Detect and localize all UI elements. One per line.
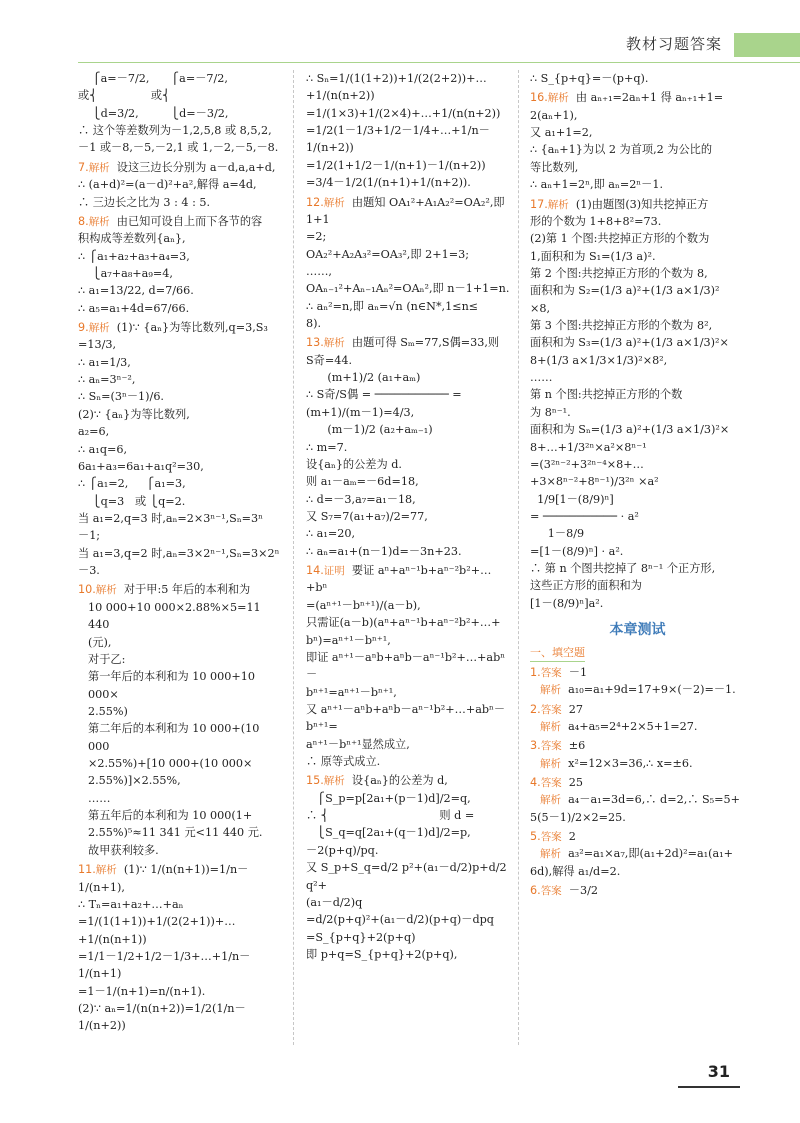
item-number: 15. xyxy=(306,774,324,788)
text-line: 10 000+10 000×2.88%×5=11 440 xyxy=(88,600,265,632)
answer-column-left xyxy=(78,70,283,1043)
text-line: …… xyxy=(88,791,111,805)
text-line: ∴ 这个等差数列为－1,2,5,8 或 8,5,2, xyxy=(78,124,272,138)
analysis-text: a₃²=a₁×a₇,即(a₁+2d)²=a₁(a₁+ xyxy=(561,847,733,861)
page-number: 31 xyxy=(707,1062,730,1082)
item-tag: 答案 xyxy=(540,777,562,790)
item-text: 25 xyxy=(561,776,584,790)
item-number: 12. xyxy=(306,195,324,209)
text-line: 形的个数为 1+8+8²=73. xyxy=(530,214,662,228)
text-line: 8). xyxy=(306,317,322,331)
item-text: 由 aₙ₊₁=2aₙ+1 得 aₙ₊₁+1= xyxy=(568,91,724,105)
text-line: aⁿ⁺¹－bⁿ⁺¹显然成立, xyxy=(306,737,410,751)
item-number: 4. xyxy=(530,776,541,790)
analysis-line xyxy=(530,845,745,862)
item-number: 8. xyxy=(78,214,89,228)
item-text: 设{aₙ}的公差为 d, xyxy=(344,774,448,788)
text-line: 面积和为 S₂=(1/3 a)²+(1/3 a×1/3)² xyxy=(530,284,720,298)
text-line: =(aⁿ⁺¹－bⁿ⁺¹)/(a－b), xyxy=(306,598,421,612)
item-text: －3/2 xyxy=(561,884,598,898)
analysis-text: a₄－a₁=3d=6,∴ d=2,∴ S₅=5+ xyxy=(561,793,741,807)
item-tag: 答案 xyxy=(540,703,562,716)
item-number: 1. xyxy=(530,665,541,679)
text-line: ……, xyxy=(306,264,332,278)
text-line: ∴ Tₙ=a₁+a₂+…+aₙ xyxy=(78,897,184,911)
item-tag: 答案 xyxy=(540,885,562,898)
text-line: 又 S₇=7(a₁+a₇)/2=77, xyxy=(306,509,428,523)
analysis-line xyxy=(530,718,745,735)
text-line: ⎩q=3 或 ⎩q=2. xyxy=(78,494,186,508)
text-line: ∴ a₁=13/22, d=7/66. xyxy=(78,284,194,298)
text-line: 8+(1/3 a×1/3×1/3)²×8², xyxy=(530,353,668,367)
text-line: 即 p+q=S_{p+q}+2(p+q), xyxy=(306,947,458,961)
text-line: 8+…+1/3²ⁿ×a²×8ⁿ⁻¹ xyxy=(530,440,647,454)
answer-item xyxy=(306,772,510,789)
analysis-tag: 解析 xyxy=(540,720,561,733)
column-divider xyxy=(293,70,294,1045)
header-accent-bar xyxy=(734,33,800,57)
text-line: 又 aⁿ⁺¹－aⁿb+aⁿb－aⁿ⁻¹b²+…+abⁿ－bⁿ⁺¹= xyxy=(306,702,506,734)
column-divider xyxy=(518,70,519,1045)
text-line: OA₂²+A₂A₃²=OA₃²,即 2+1=3; xyxy=(306,247,469,261)
item-text: 由题可得 Sₘ=77,S偶=33,则 xyxy=(344,336,500,350)
item-text: －1 xyxy=(561,665,588,679)
text-line: 第 3 个图:共挖掉正方形的个数为 8², xyxy=(530,319,713,333)
text-line: ∴ m=7. xyxy=(306,440,348,454)
text-line: 2.55%)]×2.55%, xyxy=(88,774,181,788)
text-line: =1/2(1－1/3+1/2－1/4+…+1/n－1/(n+2)) xyxy=(306,124,490,155)
text-line: bⁿ⁺¹=aⁿ⁺¹－bⁿ⁺¹, xyxy=(306,685,397,699)
analysis-line xyxy=(530,791,745,808)
answer-item xyxy=(530,701,745,718)
answer-item xyxy=(530,737,745,754)
text-line: (m－1)/2 (a₂+aₘ₋₁) xyxy=(306,423,433,437)
item-tag: 解析 xyxy=(323,196,345,209)
text-line: 又 a₁+1=2, xyxy=(530,126,593,140)
text-line: －3. xyxy=(78,564,100,578)
text-line: =13/3, xyxy=(78,338,117,352)
item-number: 5. xyxy=(530,830,541,844)
text-line: 这些正方形的面积和为 xyxy=(530,579,642,593)
item-tag: 解析 xyxy=(88,161,110,174)
text-line: 当 a₁=2,q=3 时,aₙ=2×3ⁿ⁻¹,Sₙ=3ⁿ xyxy=(78,511,264,525)
answer-item xyxy=(530,664,745,681)
text-line: (a₁－d/2)q xyxy=(306,895,363,909)
text-line: =3/4－1/2(1/(n+1)+1/(n+2)). xyxy=(306,176,471,190)
text-line: ⎩d=3/2, ⎩d=－3/2, xyxy=(78,106,229,120)
text-line: ∴ d=－3,a₇=a₁－18, xyxy=(306,492,416,506)
text-line: 1,面积和为 S₁=(1/3 a)². xyxy=(530,249,656,263)
text-line: 6d),解得 a₁/d=2. xyxy=(530,864,621,878)
section-subtitle-wrap xyxy=(530,644,745,662)
item-text: (1)∵ {aₙ}为等比数列,q=3,S₃ xyxy=(109,321,268,335)
item-tag: 解析 xyxy=(323,775,345,788)
item-tag: 解析 xyxy=(547,198,569,211)
item-number: 6. xyxy=(530,884,541,898)
item-text: 由已知可设自上而下各节的容 xyxy=(109,214,263,228)
item-text: (1)∵ 1/(n(n+1))=1/n－1/(n+1), xyxy=(78,863,249,894)
text-line: 等比数列, xyxy=(530,160,579,174)
item-number: 14. xyxy=(306,564,324,578)
text-line: =d/2(p+q)²+(a₁－d/2)(p+q)－dpq xyxy=(306,913,494,927)
text-line: =S_{p+q}+2(p+q) xyxy=(306,930,416,944)
text-line: (2)第 1 个图:共挖掉正方形的个数为 xyxy=(530,232,710,246)
text-line: 面积和为 S₃=(1/3 a)²+(1/3 a×1/3)²× xyxy=(530,336,729,350)
text-line: 面积和为 Sₙ=(1/3 a)²+(1/3 a×1/3)²× xyxy=(530,423,730,437)
item-tag: 解析 xyxy=(547,92,569,105)
item-tag: 答案 xyxy=(540,740,562,753)
item-text: 要证 aⁿ+aⁿ⁻¹b+aⁿ⁻²b²+…+bⁿ xyxy=(306,564,492,595)
text-line: ∴ aₙ=a₁+(n－1)d=－3n+23. xyxy=(306,544,462,558)
text-line: ∴ ⎧a₁+a₂+a₃+a₄=3, xyxy=(78,249,190,263)
text-line: ⎩a₇+a₈+a₉=4, xyxy=(78,266,173,280)
item-text: 2 xyxy=(561,830,576,844)
text-line: ∴ Sₙ=1/(1(1+2))+1/(2(2+2))+…+1/(n(n+2)) xyxy=(306,72,487,103)
text-line: ∴ a₁q=6, xyxy=(78,442,128,456)
analysis-tag: 解析 xyxy=(540,848,561,861)
text-line: ×8, xyxy=(530,301,551,315)
item-tag: 证明 xyxy=(323,565,345,578)
text-line: (元), xyxy=(88,635,112,649)
text-line: －2(p+q)/pq. xyxy=(306,843,379,857)
page-header-title: 教材习题答案 xyxy=(625,35,722,53)
text-line: 即证 aⁿ⁺¹－aⁿb+aⁿb－aⁿ⁻¹b²+…+abⁿ－ xyxy=(306,650,506,682)
text-line: 6a₁+a₃=6a₁+a₁q²=30, xyxy=(78,459,204,473)
item-number: 9. xyxy=(78,321,89,335)
item-tag: 答案 xyxy=(540,831,562,844)
analysis-line xyxy=(530,755,745,772)
text-line: 2(aₙ+1), xyxy=(530,108,578,122)
analysis-text: a₁₀=a₁+9d=17+9×(－2)=－1. xyxy=(561,683,736,697)
text-line: =2; xyxy=(306,230,327,244)
text-line: 故甲获利较多. xyxy=(88,843,159,857)
text-line: ⎧S_p=p[2a₁+(p－1)d]/2=q, xyxy=(306,791,471,805)
text-line: ∴ (a+d)²=(a－d)²+a²,解得 a=4d, xyxy=(78,178,257,192)
answer-item xyxy=(306,194,510,229)
answer-column-middle xyxy=(306,70,510,1043)
item-tag: 解析 xyxy=(323,337,345,350)
text-line: 第五年后的本利和为 10 000(1+ xyxy=(88,809,253,823)
text-line: 1－8/9 xyxy=(530,527,585,541)
text-line: =1/(1×3)+1/(2×4)+…+1/(n(n+2)) xyxy=(306,106,501,120)
text-line: =1/(1(1+1))+1/(2(2+1))+…+1/(n(n+1)) xyxy=(78,915,236,946)
text-line: 1/9[1－(8/9)ⁿ] xyxy=(530,492,614,506)
item-tag: 答案 xyxy=(540,666,562,679)
text-line: OAₙ₋₁²+Aₙ₋₁Aₙ²=OAₙ²,即 n－1+1=n. xyxy=(306,282,510,296)
text-line: =1/1－1/2+1/2－1/3+…+1/n－1/(n+1) xyxy=(78,949,251,981)
text-line: 第 n 个图:共挖掉正方形的个数 xyxy=(530,388,683,402)
text-line: 第二年后的本利和为 10 000+(10 000 xyxy=(88,722,263,753)
text-line: bⁿ)=aⁿ⁺¹－bⁿ⁺¹, xyxy=(306,633,391,647)
header-rule xyxy=(78,62,800,63)
text-line: (m+1)/2 (a₁+aₘ) xyxy=(306,371,421,385)
text-line: 2.55%) xyxy=(88,704,128,718)
analysis-text: x²=12×3=36,∴ x=±6. xyxy=(561,756,693,770)
text-line: (2)∵ aₙ=1/(n(n+2))=1/2(1/n－1/(n+2)) xyxy=(78,1002,246,1033)
text-line: 又 S_p+S_q=d/2 p²+(a₁－d/2)p+d/2 q²+ xyxy=(306,861,510,892)
item-tag: 解析 xyxy=(88,322,110,335)
text-line: 为 8ⁿ⁻¹. xyxy=(530,405,571,419)
text-line: ∴ 第 n 个图共挖掉了 8ⁿ⁻¹ 个正方形, xyxy=(530,562,716,576)
text-line: ∴ Sₙ=(3ⁿ－1)/6. xyxy=(78,390,164,404)
text-line: S奇=44. xyxy=(306,353,353,367)
text-line: 积构成等差数列{aₙ}, xyxy=(78,232,186,246)
item-number: 2. xyxy=(530,702,541,716)
page-number-rule xyxy=(678,1086,740,1088)
text-line: 设{aₙ}的公差为 d. xyxy=(306,457,402,471)
text-line: ∴ {aₙ+1}为以 2 为首项,2 为公比的 xyxy=(530,143,713,157)
text-line: －1; xyxy=(78,529,101,543)
section-subtitle: 一、填空题 xyxy=(530,644,585,662)
item-number: 13. xyxy=(306,336,324,350)
answer-item xyxy=(78,319,283,336)
text-line: 5(5－1)/2×2=25. xyxy=(530,810,626,824)
text-line: 第一年后的本利和为 10 000+10 000× xyxy=(88,670,259,701)
text-line: ⎩S_q=q[2a₁+(q－1)d]/2=p, xyxy=(306,826,471,840)
text-line: 只需证(a－b)(aⁿ+aⁿ⁻¹b+aⁿ⁻²b²+…+ xyxy=(306,616,501,630)
text-line: ∴ 三边长之比为 3 : 4 : 5. xyxy=(78,195,211,209)
item-number: 11. xyxy=(78,863,96,877)
item-text: 由题知 OA₁²+A₁A₂²=OA₂²,即 1+1 xyxy=(306,195,509,226)
answer-item xyxy=(78,213,283,230)
text-line: 当 a₁=3,q=2 时,aₙ=3×2ⁿ⁻¹,Sₙ=3×2ⁿ xyxy=(78,546,280,560)
text-line: ⎧a=－7/2, ⎧a=－7/2, xyxy=(78,72,228,85)
item-number: 7. xyxy=(78,160,89,174)
text-line: =1/2(1+1/2－1/(n+1)－1/(n+2)) xyxy=(306,158,486,172)
text-line: =1－1/(n+1)=n/(n+1). xyxy=(78,984,206,998)
section-title: 本章测试 xyxy=(609,622,666,639)
item-text: ±6 xyxy=(561,739,586,753)
text-line: ∴ ⎧a₁=2, ⎧a₁=3, xyxy=(78,477,186,491)
text-line: ∴ 原等式成立. xyxy=(306,755,381,769)
analysis-line xyxy=(530,681,745,698)
text-line: ∴ aₙ=3ⁿ⁻², xyxy=(78,373,136,387)
text-line: ∴ S奇/S偶 = ─────────── =(m+1)/(m－1)=4/3, xyxy=(306,388,462,419)
text-line: …… xyxy=(530,371,553,385)
answer-item xyxy=(78,159,283,176)
answer-item xyxy=(78,581,283,598)
text-line: 或⎨ 或⎨ xyxy=(78,89,171,103)
answer-column-right xyxy=(530,70,745,1043)
text-line: 对于乙: xyxy=(88,652,126,666)
analysis-text: a₄+a₅=2⁴+2×5+1=27. xyxy=(561,719,698,733)
text-line: =[1－(8/9)ⁿ] · a². xyxy=(530,544,624,558)
text-line: ∴ a₁=1/3, xyxy=(78,355,131,369)
text-line: ∴ aₙ²=n,即 aₙ=√n (n∈N*,1≤n≤ xyxy=(306,299,479,313)
item-tag: 解析 xyxy=(95,584,117,597)
item-number: 17. xyxy=(530,197,548,211)
answer-item xyxy=(78,861,283,896)
item-tag: 解析 xyxy=(95,864,117,877)
analysis-tag: 解析 xyxy=(540,794,561,807)
text-line: (2)∵ {aₙ}为等比数列, xyxy=(78,407,190,421)
text-line: ∴ aₙ+1=2ⁿ,即 aₙ=2ⁿ－1. xyxy=(530,178,664,192)
item-text: 对于甲:5 年后的本利和为 xyxy=(116,583,251,597)
item-number: 3. xyxy=(530,739,541,753)
analysis-tag: 解析 xyxy=(540,684,561,697)
item-text: (1)由题图(3)知共挖掉正方 xyxy=(568,197,709,211)
answer-item xyxy=(530,196,745,213)
item-text: 设这三边长分别为 a－d,a,a+d, xyxy=(109,160,276,174)
text-line: ∴ ⎨ 则 d = xyxy=(306,809,475,823)
answer-item xyxy=(306,334,510,351)
item-tag: 解析 xyxy=(88,215,110,228)
text-line: a₂=6, xyxy=(78,425,110,439)
item-number: 10. xyxy=(78,583,96,597)
answer-item xyxy=(530,828,745,845)
text-line: －1 或－8,－5,－2,1 或 1,－2,－5,－8. xyxy=(78,141,279,155)
answer-item xyxy=(530,882,745,899)
answer-item xyxy=(306,562,510,597)
text-line: ∴ a₁=20, xyxy=(306,527,355,541)
text-line: ×2.55%)+[10 000+(10 000× xyxy=(88,757,253,771)
text-line: 第 2 个图:共挖掉正方形的个数为 8, xyxy=(530,266,708,280)
text-line: =(3²ⁿ⁻²+3²ⁿ⁻⁴×8+…+3×8ⁿ⁻²+8ⁿ⁻¹)/3²ⁿ ×a² xyxy=(530,457,659,489)
text-line: 2.55%)⁵≈11 341 元<11 440 元. xyxy=(88,826,263,840)
answer-item xyxy=(530,89,745,106)
item-text: 27 xyxy=(561,702,584,716)
analysis-tag: 解析 xyxy=(540,757,561,770)
item-number: 16. xyxy=(530,91,548,105)
text-line: [1－(8/9)ⁿ]a². xyxy=(530,596,604,610)
text-line: ∴ a₅=a₁+4d=67/66. xyxy=(78,301,190,315)
text-line: = ─────────── · a² xyxy=(530,509,639,523)
text-line: ∴ S_{p+q}=－(p+q). xyxy=(530,72,649,85)
answer-item xyxy=(530,774,745,791)
text-line: 则 a₁－aₘ=－6d=18, xyxy=(306,475,419,489)
